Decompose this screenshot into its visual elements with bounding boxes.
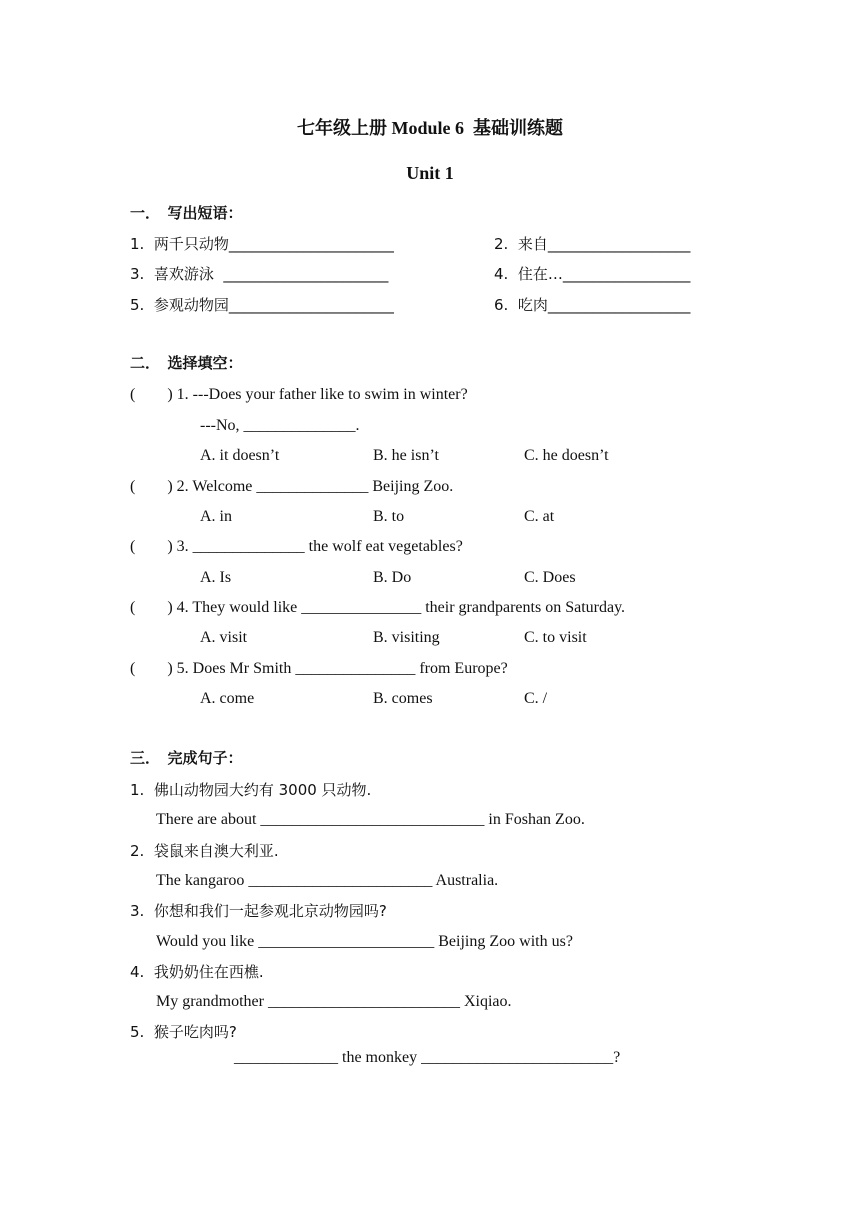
phrase-item: 3. 喜欢游泳 ______________________ [130,265,389,283]
phrase-item: 6. 吃肉___________________ [494,296,691,314]
option-b: B. he isn’t [373,447,439,464]
option-c: C. at [524,508,555,525]
sentence-chinese: 2. 袋鼠来自澳大利亚. [130,842,279,860]
option-a: A. come [200,690,255,707]
sentence-english: Would you like ______________________ Beijing Zoo with us? [156,933,573,950]
question-line: ( ) 1. ---Does your father like to swim in winter? [130,386,468,403]
question-line: ( ) 5. Does Mr Smith _______________ from Europe? [130,660,508,677]
sentence-chinese: 1. 佛山动物园大约有 3000 只动物. [130,781,372,799]
section-1-heading: 一． 写出短语： [130,204,243,222]
sentence-english: _____________ the monkey ________________________? [234,1049,621,1066]
section-2-heading: 二． 选择填空： [130,354,243,372]
option-a: A. it doesn’t [200,447,280,464]
question-line: ( ) 2. Welcome ______________ Beijing Zoo. [130,478,454,495]
question-line: ( ) 4. They would like _______________ their grandparents on Saturday. [130,599,626,616]
sentence-english: The kangaroo _______________________ Australia. [156,872,499,889]
option-a: A. in [200,508,232,525]
unit-title: Unit 1 [406,163,454,183]
option-b: B. comes [373,690,433,707]
sentence-english: There are about ____________________________ in Foshan Zoo. [156,811,585,828]
sentence-english: My grandmother ________________________ Xiqiao. [156,993,512,1010]
option-b: B. visiting [373,629,440,646]
phrase-item: 5. 参观动物园______________________ [130,296,394,314]
question-answer-line: ---No, ______________. [200,417,360,434]
phrase-item: 1. 两千只动物______________________ [130,235,394,253]
page-title: 七年级上册 Module 6 基础训练题 [297,118,563,138]
option-b: B. Do [373,569,412,586]
section-3-heading: 三． 完成句子： [130,749,243,767]
option-c: C. to visit [524,629,587,646]
option-c: C. he doesn’t [524,447,609,464]
question-line: ( ) 3. ______________ the wolf eat vegetables? [130,538,463,555]
sentence-chinese: 3. 你想和我们一起参观北京动物园吗? [130,902,387,920]
option-c: C. / [524,690,548,707]
sentence-chinese: 4. 我奶奶住在西樵. [130,963,264,981]
option-a: A. Is [200,569,232,586]
option-a: A. visit [200,629,248,646]
sentence-chinese: 5. 猴子吃肉吗? [130,1023,237,1041]
option-b: B. to [373,508,405,525]
option-c: C. Does [524,569,576,586]
phrase-item: 4. 住在…_________________ [494,265,691,283]
phrase-item: 2. 来自___________________ [494,235,691,253]
